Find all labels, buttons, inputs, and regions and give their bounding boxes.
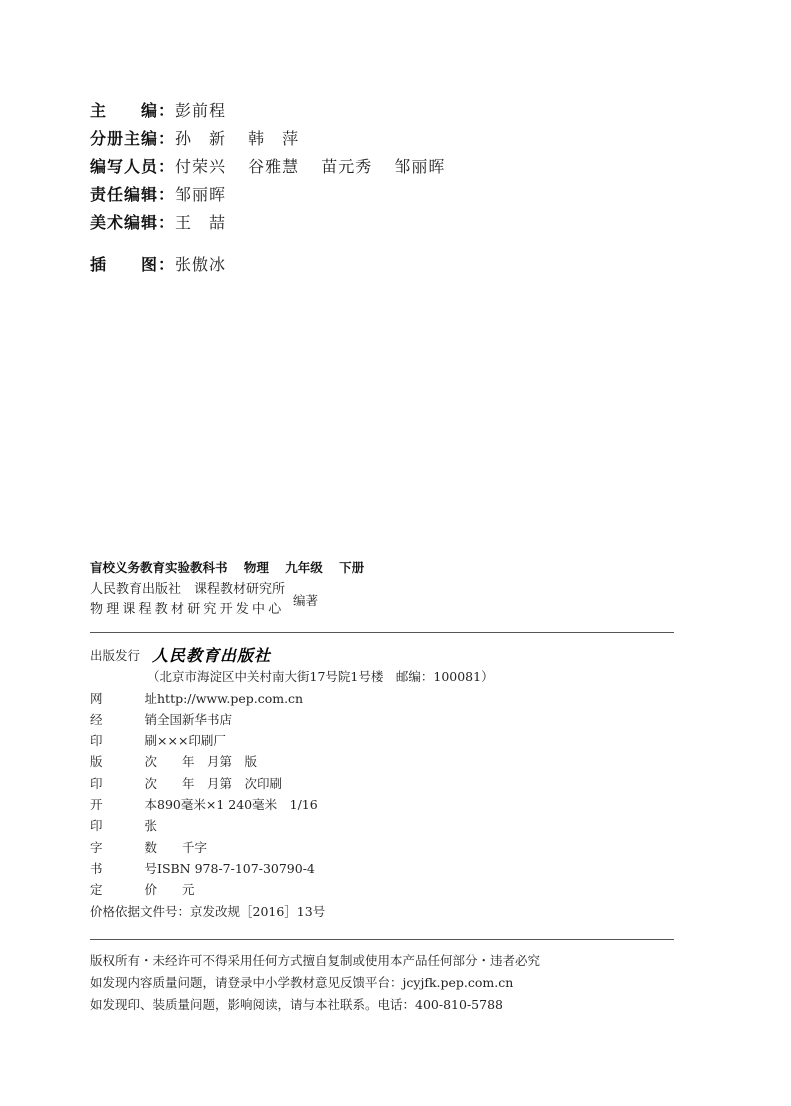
colon: ： xyxy=(158,129,176,148)
imprint-row xyxy=(90,688,494,709)
writers-value xyxy=(175,154,461,177)
colon: ： xyxy=(158,101,176,120)
writer-name: 邹丽晖 xyxy=(394,157,446,176)
imprint-info xyxy=(90,645,494,922)
imprint-row xyxy=(90,730,494,751)
art-editor-label: 美术编辑 xyxy=(90,213,159,232)
writer-name: 付荣兴 xyxy=(175,157,227,176)
publisher-block xyxy=(90,580,318,620)
imprint-value: 全国新华书店 xyxy=(157,711,233,727)
publisher-line-2: 物理课程教材研究开发中心 xyxy=(90,602,285,617)
responsible-editor-row xyxy=(90,182,461,210)
imprint-label: 定 价 xyxy=(90,882,157,898)
art-editor-row xyxy=(90,210,461,238)
responsible-editor-label: 责任编辑 xyxy=(90,185,159,204)
copyright-notice: 版权所有・未经许可不得采用任何方式擅自复制或使用本产品任何部分・违者必究 xyxy=(90,953,541,968)
chief-editor-label: 主 编 xyxy=(90,101,158,120)
illustrator-row xyxy=(90,252,461,280)
imprint-row xyxy=(90,709,494,730)
chief-editor-value: 彭前程 xyxy=(175,101,227,120)
volume-editors-label: 分册主编 xyxy=(90,129,159,148)
imprint-label: 开 本 xyxy=(90,797,157,813)
content-feedback-notice: 如发现内容质量问题，请登录中小学教材意见反馈平台：jcyjfk.pep.com.cn xyxy=(90,975,514,990)
publisher-line-1: 人民教育出版社 课程教材研究所 xyxy=(90,582,286,597)
divider xyxy=(90,632,674,633)
imprint-row xyxy=(90,879,494,900)
colon: ： xyxy=(158,213,176,232)
writers-row xyxy=(90,154,461,182)
chief-editor-row xyxy=(90,98,461,126)
illustrator-value: 张傲冰 xyxy=(175,255,227,274)
volume-editors-row xyxy=(90,126,461,154)
price-basis: 价格依据文件号：京发改规［2016］13号 xyxy=(90,903,326,919)
imprint-label: 经 销 xyxy=(90,711,157,727)
imprint-value: 千字 xyxy=(157,839,208,855)
imprint-row xyxy=(90,794,494,815)
volume-editor-name: 孙 新 xyxy=(175,129,227,148)
print-feedback-notice: 如发现印、装质量问题，影响阅读，请与本社联系。电话：400-810-5788 xyxy=(90,997,503,1012)
imprint-row xyxy=(90,837,494,858)
publisher-suffix: 编著 xyxy=(293,593,319,608)
imprint-value: 890毫米×1 240毫米 1/16 xyxy=(157,797,318,813)
publish-row xyxy=(90,645,494,666)
imprint-value: http://www.pep.com.cn xyxy=(157,690,304,706)
imprint-value: 年 月第 版 xyxy=(157,754,258,770)
book-series: 盲校义务教育实验教科书 xyxy=(90,560,228,575)
address-row xyxy=(90,666,494,687)
writers-label: 编写人员 xyxy=(90,157,159,176)
publisher-lines xyxy=(90,580,285,620)
imprint-row xyxy=(90,773,494,794)
writer-name: 苗元秀 xyxy=(321,157,373,176)
imprint-label: 印 刷 xyxy=(90,733,157,749)
imprint-value: 年 月第 次印刷 xyxy=(157,775,283,791)
responsible-editor-value: 邹丽晖 xyxy=(175,185,227,204)
imprint-label: 印 张 xyxy=(90,818,157,834)
notes-block xyxy=(90,950,540,1016)
book-grade: 九年级 xyxy=(285,560,323,575)
publish-label: 出版发行 xyxy=(90,648,141,663)
volume-editor-name: 韩 萍 xyxy=(248,129,300,148)
imprint-value: ISBN 978-7-107-30790-4 xyxy=(157,860,315,876)
writer-name: 谷雅慧 xyxy=(248,157,300,176)
book-title xyxy=(90,558,376,576)
credits-block xyxy=(90,98,461,280)
imprint-label: 书 号 xyxy=(90,860,157,876)
imprint-row xyxy=(90,815,494,836)
art-editor-value: 王 喆 xyxy=(175,213,227,232)
imprint-label: 网 址 xyxy=(90,690,157,706)
divider xyxy=(90,939,674,940)
book-subject: 物理 xyxy=(243,560,269,575)
imprint-row xyxy=(90,858,494,879)
imprint-value: ×××印刷厂 xyxy=(157,733,226,749)
address: （北京市海淀区中关村南大街17号院1号楼 邮编：100081） xyxy=(147,669,494,685)
illustrator-label: 插 图 xyxy=(90,255,158,274)
colon: ： xyxy=(158,255,176,274)
book-volume: 下册 xyxy=(339,560,365,575)
volume-editors-value xyxy=(175,126,315,149)
publisher-logo: 人民教育出版社 xyxy=(152,646,272,665)
imprint-label: 印 次 xyxy=(90,775,157,791)
colon: ： xyxy=(158,185,176,204)
imprint-label: 版 次 xyxy=(90,754,157,770)
price-basis-row xyxy=(90,901,494,922)
imprint-value: 元 xyxy=(157,882,195,898)
imprint-label: 字 数 xyxy=(90,839,157,855)
colon: ： xyxy=(158,157,176,176)
imprint-row xyxy=(90,751,494,772)
